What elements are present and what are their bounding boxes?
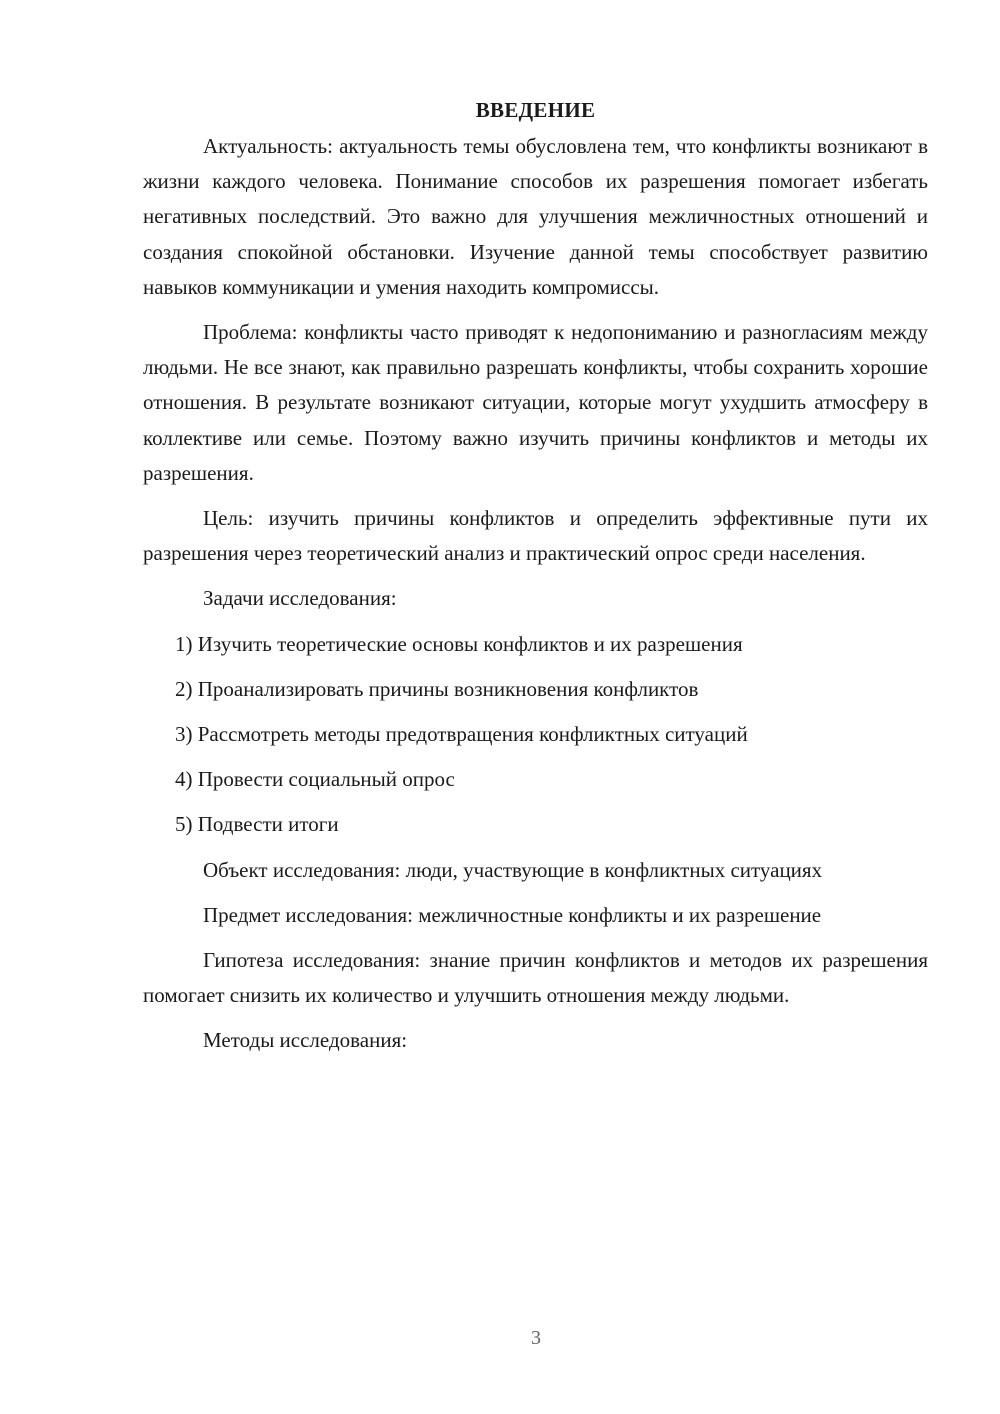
object-paragraph: Объект исследования: люди, участвующие в конфликтных ситуациях [203,857,823,882]
document-page [143,95,928,1069]
page-number: 3 [531,1327,541,1349]
relevance-paragraph: Актуальность: актуальность темы обусловлена тем, что конфликты возникают в жизни каждого человека. Понимание способов их разрешения помогает избегать негативных последствий. Это важно для улучшения межличностных отношений и создания спокойной обстановки. Изучение данной темы способствует развитию навыков коммуникации и умения находить компромиссы. [143,134,928,299]
hypothesis-paragraph: Гипотеза исследования: знание причин конфликтов и методов их разрешения помогает снизить их количество и улучшить отношения между людьми. [143,948,928,1008]
task-item-1: 1) Изучить теоретические основы конфликтов и их разрешения [175,631,743,656]
goal-paragraph: Цель: изучить причины конфликтов и определить эффективные пути их разрешения через теоретический анализ и практический опрос среди населения. [143,506,928,566]
task-item-5: 5) Подвести итоги [175,812,339,837]
tasks-heading: Задачи исследования: [203,586,397,611]
methods-heading: Методы исследования: [203,1028,408,1053]
task-item-2: 2) Проанализировать причины возникновения конфликтов [175,676,699,701]
document-title: ВВЕДЕНИЕ [475,98,596,122]
subject-paragraph: Предмет исследования: межличностные конфликты и их разрешение [203,902,822,927]
task-item-4: 4) Провести социальный опрос [175,767,455,792]
task-item-3: 3) Рассмотреть методы предотвращения конфликтных ситуаций [175,722,748,747]
tasks-list [143,627,928,843]
problem-paragraph: Проблема: конфликты часто приводят к недопониманию и разногласиям между людьми. Не все знают, как правильно разрешать конфликты, чтобы сохранить хорошие отношения. В результате возникают ситуации, которые могут ухудшить атмосферу в коллективе или семье. Поэтому важно изучить причины конфликтов и методы их разрешения. [143,320,928,485]
